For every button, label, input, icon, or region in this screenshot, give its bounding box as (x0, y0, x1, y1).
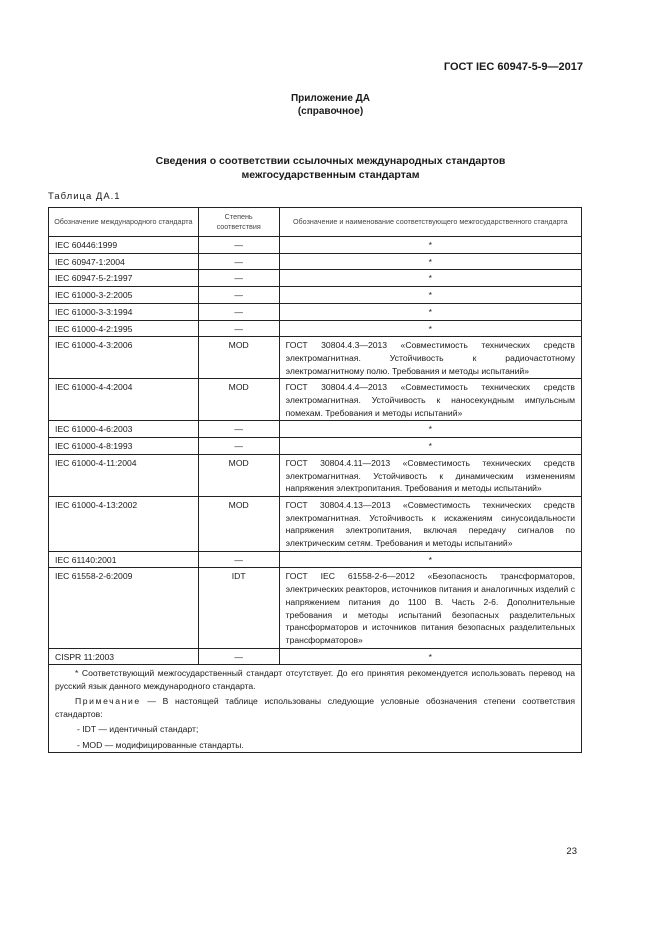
table-row (49, 287, 582, 304)
cell-intl-standard: IEC 61000-4-11:2004 (49, 454, 199, 496)
correspondence-table (48, 207, 582, 753)
cell-intl-standard: IEC 61140:2001 (49, 551, 199, 568)
table-notes-row (49, 665, 582, 753)
cell-degree: — (198, 303, 279, 320)
cell-gost-standard: * (279, 253, 581, 270)
cell-gost-standard: * (279, 303, 581, 320)
table-header-row (49, 208, 582, 237)
table-row (49, 496, 582, 551)
cell-intl-standard: IEC 61000-4-6:2003 (49, 421, 199, 438)
cell-gost-standard: * (279, 287, 581, 304)
cell-intl-standard: IEC 61558-2-6:2009 (49, 568, 199, 648)
cell-degree: — (198, 421, 279, 438)
table-row (49, 551, 582, 568)
cell-gost-standard: * (279, 421, 581, 438)
cell-degree: MOD (198, 337, 279, 379)
cell-intl-standard: IEC 61000-4-4:2004 (49, 379, 199, 421)
remark (55, 695, 575, 720)
cell-gost-standard: * (279, 648, 581, 665)
section-heading (0, 154, 661, 182)
table-row (49, 568, 582, 648)
standard-designation: ГОСТ IEC 60947-5-9—2017 (443, 61, 583, 73)
remark-text: — В настоящей таблице использованы следующие условные обозначения степени соответствия стандартов: (55, 696, 575, 719)
table-row (49, 421, 582, 438)
header-gost-standard: Обозначение и наименование соответствующего межгосударственного стандарта (279, 208, 581, 237)
table-row (49, 253, 582, 270)
cell-gost-standard: ГОСТ 30804.4.13—2013 «Совместимость технических средств электромагнитная. Устойчивость к искажениям синусоидальности напряжения электропитания, включая передачу сигналов по электрическим сетям. Требования и методы испытаний» (279, 496, 581, 551)
table-row (49, 303, 582, 320)
legend-mod: - MOD — модифицированные стандарты. (77, 739, 244, 750)
cell-degree: MOD (198, 496, 279, 551)
table-row (49, 237, 582, 254)
cell-gost-standard: ГОСТ 30804.4.3—2013 «Совместимость технических средств электромагнитная. Устойчивость к радиочастотному электромагнитному полю. Требования и методы испытаний» (279, 337, 581, 379)
cell-degree: — (198, 551, 279, 568)
cell-gost-standard: * (279, 551, 581, 568)
annex-title: Приложение ДА (290, 93, 371, 104)
cell-degree: — (198, 237, 279, 254)
table-body (49, 237, 582, 665)
header-intl-standard: Обозначение международного стандарта (49, 208, 199, 237)
table-notes (49, 665, 582, 753)
table-row (49, 320, 582, 337)
page-number: 23 (566, 846, 577, 857)
cell-intl-standard: IEC 61000-4-13:2002 (49, 496, 199, 551)
cell-degree: — (198, 287, 279, 304)
cell-intl-standard: CISPR 11:2003 (49, 648, 199, 665)
annex-heading (0, 92, 661, 118)
table-row (49, 454, 582, 496)
cell-intl-standard: IEC 60947-1:2004 (49, 253, 199, 270)
remark-label: Примечание (75, 696, 141, 707)
section-title-line2: межгосударственным стандартам (241, 169, 420, 181)
table-caption: Таблица ДА.1 (48, 191, 121, 202)
cell-intl-standard: IEC 61000-3-2:2005 (49, 287, 199, 304)
cell-degree: — (198, 253, 279, 270)
cell-intl-standard: IEC 60446:1999 (49, 237, 199, 254)
cell-gost-standard: ГОСТ 30804.4.11—2013 «Совместимость технических средств электромагнитная. Устойчивость к динамическим изменениям напряжения электропитания. Требования и методы испытаний» (279, 454, 581, 496)
legend-idt: - IDT — идентичный стандарт; (77, 724, 199, 735)
table-row (49, 648, 582, 665)
cell-degree: — (198, 438, 279, 455)
cell-degree: MOD (198, 454, 279, 496)
cell-degree: MOD (198, 379, 279, 421)
cell-degree: — (198, 320, 279, 337)
cell-degree: — (198, 648, 279, 665)
cell-intl-standard: IEC 61000-4-3:2006 (49, 337, 199, 379)
table-row (49, 270, 582, 287)
table-row (49, 379, 582, 421)
cell-gost-standard: * (279, 320, 581, 337)
cell-intl-standard: IEC 61000-4-2:1995 (49, 320, 199, 337)
cell-gost-standard: * (279, 270, 581, 287)
cell-intl-standard: IEC 61000-3-3:1994 (49, 303, 199, 320)
cell-degree: — (198, 270, 279, 287)
cell-gost-standard: ГОСТ 30804.4.4—2013 «Совместимость технических средств электромагнитная. Устойчивость к наносекундным импульсным помехам. Требования и методы испытаний» (279, 379, 581, 421)
cell-gost-standard: * (279, 438, 581, 455)
table-row (49, 337, 582, 379)
cell-degree: IDT (198, 568, 279, 648)
cell-gost-standard: ГОСТ IEC 61558-2-6—2012 «Безопасность трансформаторов, электрических реакторов, источников питания и аналогичных изделий с напряжением питания до 1100 В. Часть 2-6. Дополнительные требования и методы испытаний безопасных разделительных трансформаторов и источников питания безопасных разделительных трансформаторов» (279, 568, 581, 648)
table-row (49, 438, 582, 455)
cell-intl-standard: IEC 60947-5-2:1997 (49, 270, 199, 287)
cell-gost-standard: * (279, 237, 581, 254)
section-title-line1: Сведения о соответствии ссылочных международных стандартов (155, 155, 506, 167)
annex-subtitle: (справочное) (297, 106, 364, 117)
footnote: * Соответствующий межгосударственный стандарт отсутствует. До его принятия рекомендуется использовать перевод на русский язык данного международного стандарта. (55, 668, 575, 691)
cell-intl-standard: IEC 61000-4-8:1993 (49, 438, 199, 455)
header-degree: Степень соответствия (198, 208, 279, 237)
